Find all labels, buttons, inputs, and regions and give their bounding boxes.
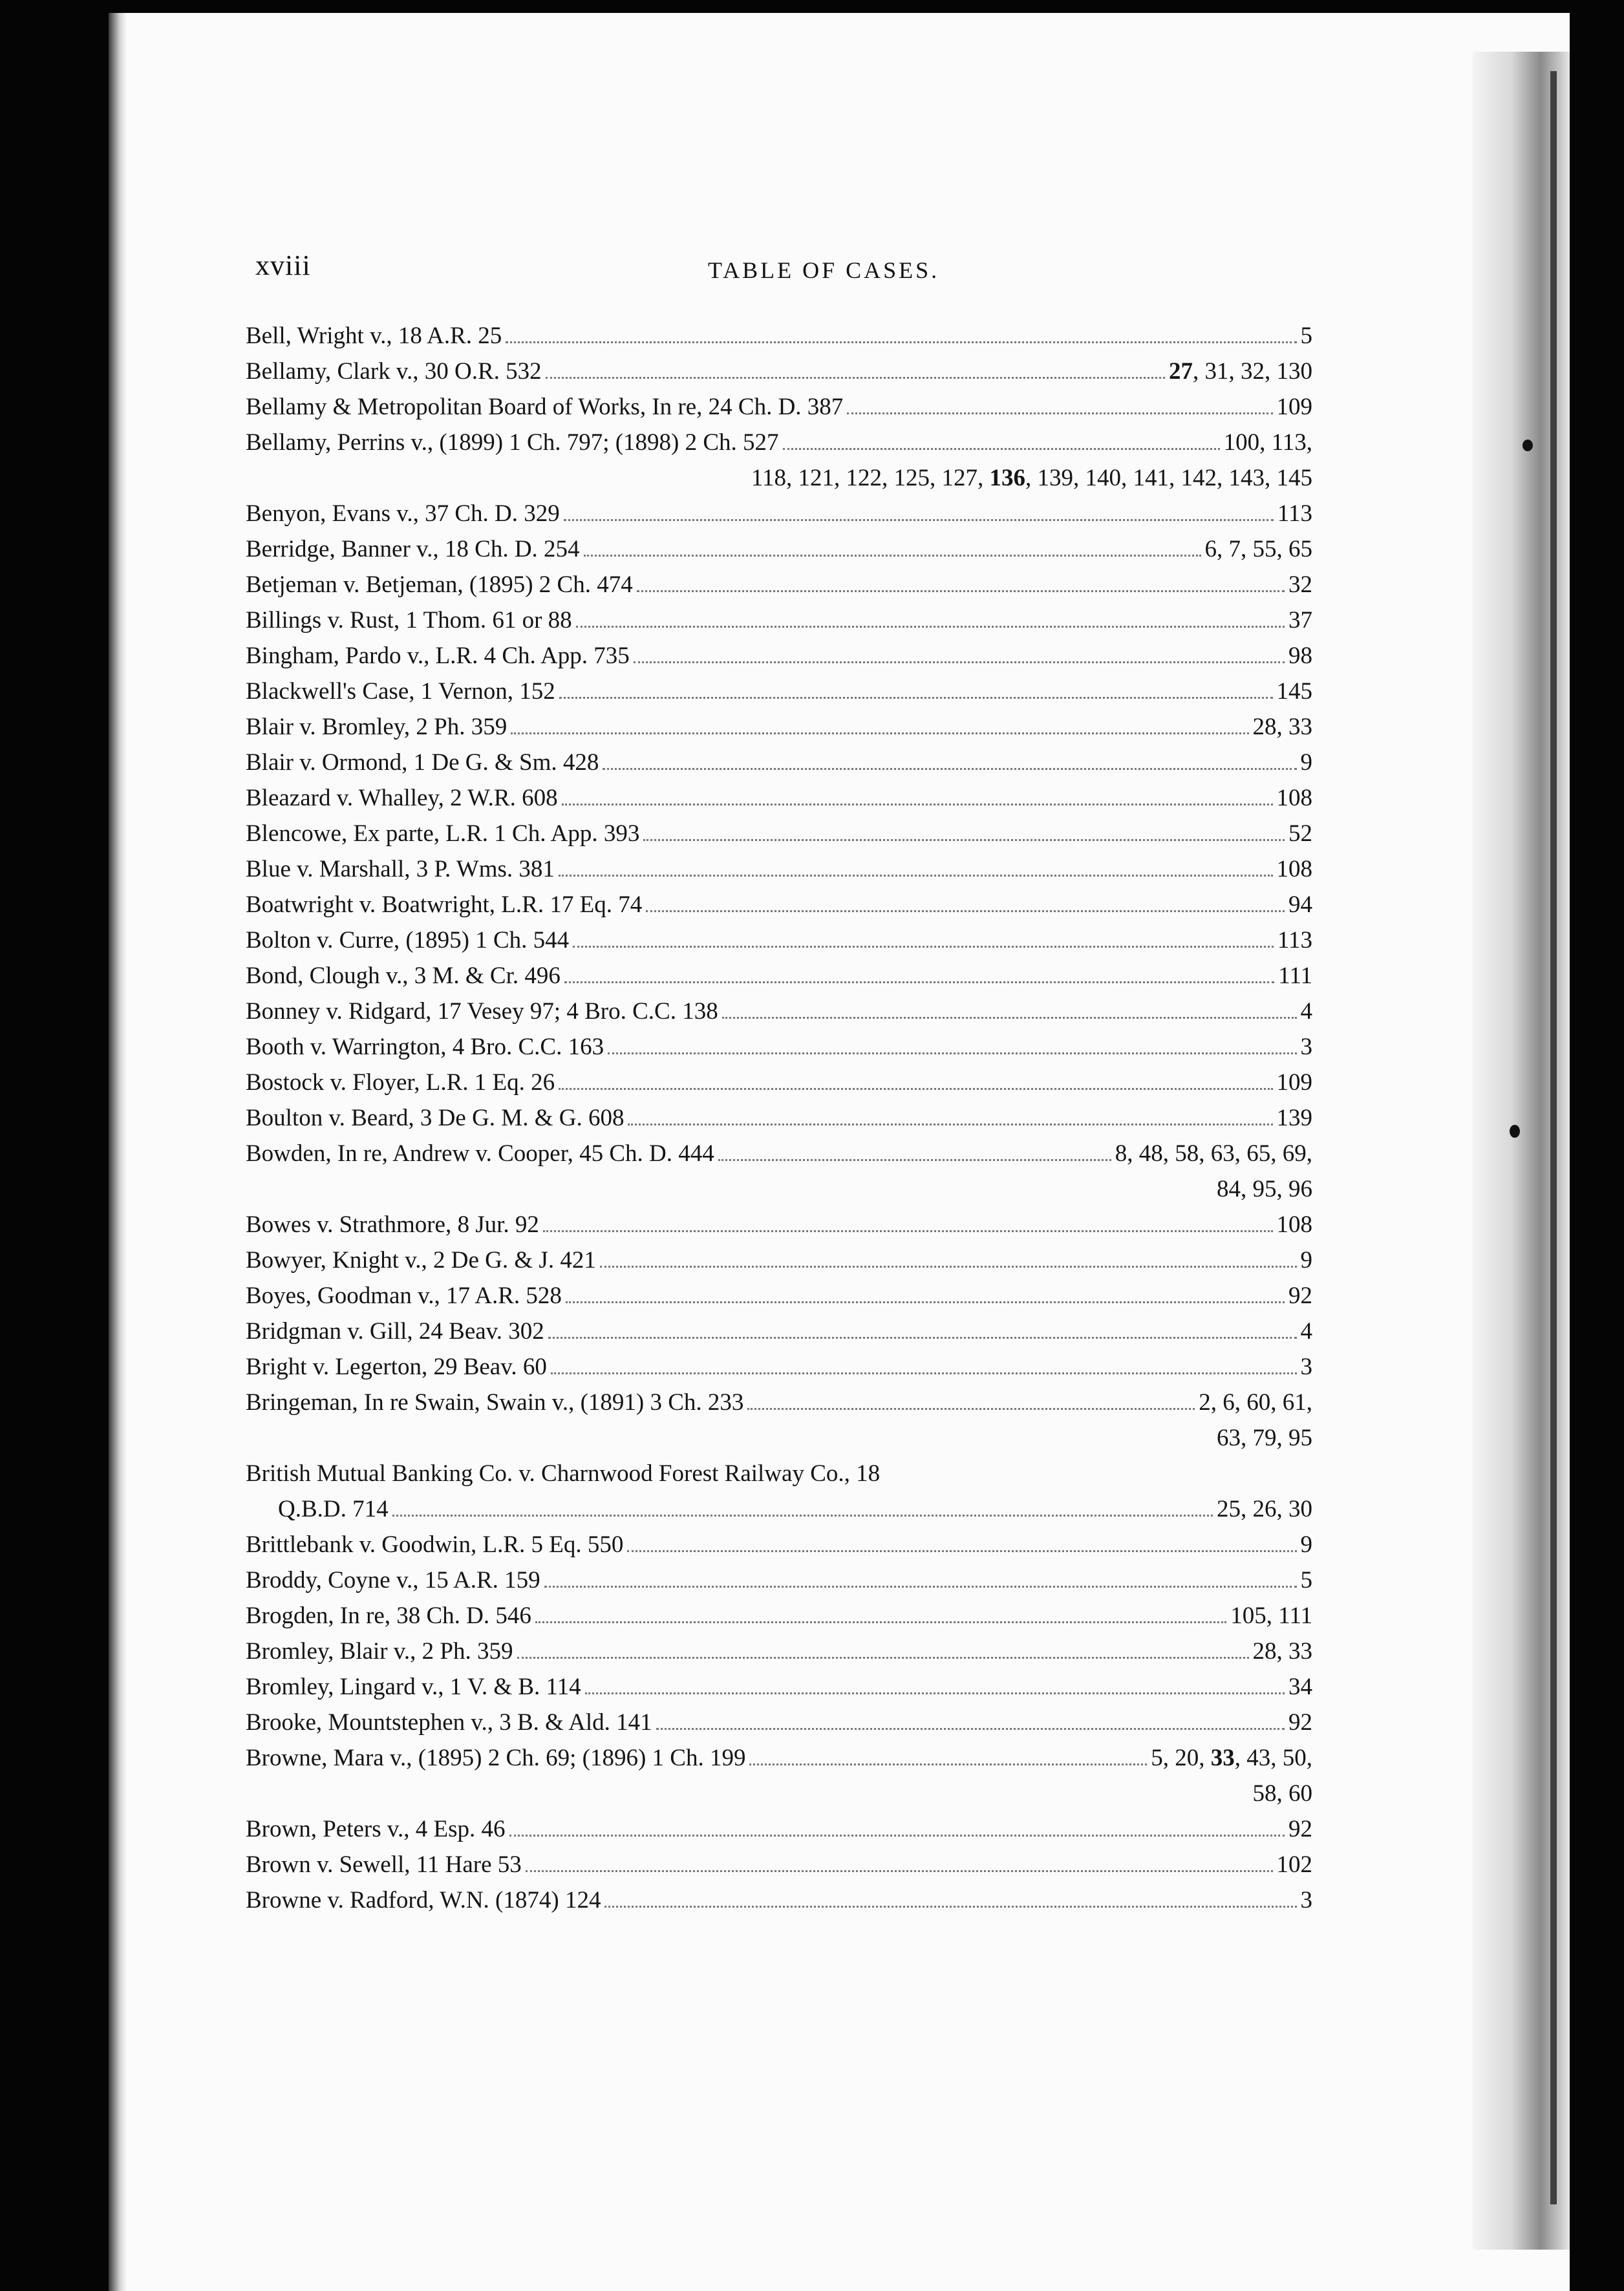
page-ref: 108 [1276,1211,1312,1238]
table-row [246,1705,1312,1740]
dot-leader [637,590,1285,592]
table-row [246,1491,1312,1527]
case-name: Broddy, Coyne v., 15 A.R. 159 [246,1567,540,1593]
dot-leader [634,661,1285,663]
continuation-line [246,1171,1312,1207]
page-ref: 108 [1276,785,1312,811]
page-ref: 32 [1288,571,1312,598]
page-ref-bold: 27 [1169,358,1193,385]
dot-leader [847,412,1272,414]
table-row [246,318,1312,354]
page-refs [1301,1882,1313,1918]
page-refs [1277,389,1313,425]
page-ref: 25, 26, 30 [1217,1496,1312,1522]
page-refs [1205,531,1313,567]
dot-leader [722,1017,1297,1019]
page-ref: 92 [1288,1816,1312,1842]
table-row [246,958,1312,994]
page-ref: 100, 113, [1223,429,1312,456]
dot-leader [546,377,1165,379]
table-row [246,389,1312,425]
dot-leader [603,768,1296,770]
case-name: Boyes, Goodman v., 17 A.R. 528 [246,1283,562,1309]
page-refs [1151,1740,1312,1776]
page-ref: 3 [1300,1034,1312,1060]
page-refs [1301,1562,1313,1598]
case-name: Bell, Wright v., 18 A.R. 25 [246,323,502,349]
dot-leader [576,626,1285,628]
page-ref: 113 [1277,500,1312,527]
page-refs [1301,745,1313,780]
table-row [246,674,1312,709]
dot-leader [747,1408,1195,1410]
page-refs [1277,1100,1313,1136]
case-name: Boatwright v. Boatwright, L.R. 17 Eq. 74 [246,891,643,918]
dot-leader [584,555,1201,557]
entry-title-line: British Mutual Banking Co. v. Charnwood Forest Railway Co., 18 [246,1460,881,1487]
page-refs [1301,994,1313,1029]
table-row [246,1634,1312,1669]
dot-leader [566,1301,1285,1303]
case-name: Blair v. Bromley, 2 Ph. 359 [246,714,508,740]
page-ref-bold: 33 [1210,1745,1235,1771]
case-name: Bowes v. Strathmore, 8 Jur. 92 [246,1211,539,1238]
dot-leader [559,875,1273,877]
page-ref: 139 [1276,1105,1312,1131]
table-row [246,1598,1312,1634]
case-name: Bowyer, Knight v., 2 De G. & J. 421 [246,1247,596,1273]
continuation-line [246,1420,1312,1456]
page-ref: 2, 6, 60, 61, [1199,1389,1312,1416]
page-refs [1277,922,1312,958]
case-name: Billings v. Rust, 1 Thom. 61 or 88 [246,607,572,634]
page-ref: 4 [1300,1318,1312,1345]
table-row [246,1314,1312,1349]
dot-leader [749,1764,1147,1765]
case-name: Brittlebank v. Goodwin, L.R. 5 Eq. 550 [246,1531,624,1558]
table-row [246,851,1312,887]
table-row [246,1669,1312,1705]
table-row [246,1882,1312,1918]
dot-leader [718,1159,1111,1161]
page-refs [1277,1065,1313,1100]
page-refs [1169,354,1312,389]
page-refs [1278,958,1312,994]
table-row [246,1029,1312,1065]
page-edge-strip [1550,71,1557,2204]
page-ref: 4 [1300,998,1312,1025]
case-name: Bingham, Pardo v., L.R. 4 Ch. App. 735 [246,643,630,669]
case-name: Bromley, Lingard v., 1 V. & B. 114 [246,1674,581,1700]
page-header [255,249,1303,288]
page-refs [1224,425,1312,460]
dot-leader [559,1088,1272,1090]
page-refs [1288,816,1312,851]
case-name: Bellamy & Metropolitan Board of Works, In re, 24 Ch. D. 387 [246,394,844,420]
page-refs [1301,1314,1313,1349]
dot-leader [627,1550,1296,1552]
case-name: Brogden, In re, 38 Ch. D. 546 [246,1603,531,1629]
page-refs [1115,1136,1312,1171]
table-row [246,887,1312,922]
case-name: Brown, Peters v., 4 Esp. 46 [246,1816,506,1842]
table-row [246,1278,1312,1314]
dot-leader [548,1337,1297,1339]
page-ref: 118, 121, 122, 125, 127, [751,465,990,491]
table-row [246,496,1312,531]
page-refs [1288,638,1312,674]
table-of-cases [246,318,1312,1918]
case-name: Browne v. Radford, W.N. (1874) 124 [246,1887,601,1913]
dot-leader [600,1266,1297,1268]
dot-leader [564,519,1274,521]
dot-leader [608,1052,1296,1054]
case-name: Berridge, Banner v., 18 Ch. D. 254 [246,536,580,562]
table-row [246,1847,1312,1882]
table-row [246,709,1312,745]
page-ref: 3 [1300,1354,1312,1380]
folio: xviii [255,250,311,281]
page-refs [1277,851,1313,887]
dot-leader [783,448,1220,450]
page-ref: , 31, 32, 130 [1193,358,1312,385]
table-row [246,816,1312,851]
dot-leader [573,946,1274,948]
page-ref: 5, 20, [1151,1745,1211,1771]
dot-leader [535,1621,1226,1623]
dot-leader [559,697,1273,699]
case-name: Brown v. Sewell, 11 Hare 53 [246,1851,522,1878]
page-ref: 111 [1278,963,1312,989]
table-row [246,638,1312,674]
case-name: Blue v. Marshall, 3 P. Wms. 381 [246,856,555,882]
case-name: Bright v. Legerton, 29 Beav. 60 [246,1354,547,1380]
case-name: Brooke, Mountstephen v., 3 B. & Ald. 141 [246,1709,652,1736]
page-refs [1277,674,1313,709]
page-ref: 3 [1300,1887,1312,1913]
table-row [246,1385,1312,1420]
page-ref: 145 [1276,678,1312,705]
case-name: Bowden, In re, Andrew v. Cooper, 45 Ch. D. 444 [246,1140,714,1167]
page-ref: 9 [1300,1531,1312,1558]
case-name: Bleazard v. Whalley, 2 W.R. 608 [246,785,558,811]
case-name: Browne, Mara v., (1895) 2 Ch. 69; (1896) 1 Ch. 199 [246,1745,746,1771]
case-name: Blair v. Ormond, 1 De G. & Sm. 428 [246,749,599,776]
table-row [246,922,1312,958]
dot-leader [517,1657,1249,1659]
dot-leader [511,732,1248,734]
page-refs [1277,1847,1313,1882]
page-ref: 92 [1288,1709,1312,1736]
page-ref: 98 [1288,643,1312,669]
table-row [246,1562,1312,1598]
page-ref: 94 [1288,891,1312,918]
page-ref: 37 [1288,607,1312,634]
page-ref: 108 [1276,856,1312,882]
dot-leader [392,1515,1213,1517]
page-refs [1253,709,1313,745]
page-refs [1301,1349,1313,1385]
page-refs [1230,1598,1312,1634]
page-refs [1288,887,1312,922]
table-row [246,1740,1312,1776]
case-name: Bond, Clough v., 3 M. & Cr. 496 [246,963,561,989]
case-name: Boulton v. Beard, 3 De G. M. & G. 608 [246,1105,625,1131]
dot-leader [551,1372,1297,1374]
page-refs [1288,1811,1312,1847]
page-refs [1301,1527,1313,1562]
dot-leader [656,1728,1285,1730]
table-row [246,531,1312,567]
case-name: Bonney v. Ridgard, 17 Vesey 97; 4 Bro. C.C. 138 [246,998,718,1025]
table-row [246,1065,1312,1100]
case-name: Q.B.D. 714 [278,1496,389,1522]
table-row [246,1100,1312,1136]
dot-leader [564,981,1274,983]
dot-leader [544,1586,1297,1588]
case-name: Bellamy, Clark v., 30 O.R. 532 [246,358,542,385]
case-name: Blackwell's Case, 1 Vernon, 152 [246,678,555,705]
dot-leader [543,1230,1273,1232]
page-ref: 5 [1300,1567,1312,1593]
table-row [246,567,1312,602]
page-ref: 52 [1288,820,1312,847]
page-ref: 102 [1276,1851,1312,1878]
page-ref: 9 [1300,749,1312,776]
case-name: Booth v. Warrington, 4 Bro. C.C. 163 [246,1034,604,1060]
page-ref: , 139, 140, 141, 142, 143, 145 [1025,465,1312,491]
page-ref: 5 [1300,323,1312,349]
table-row [246,1242,1312,1278]
case-name: Bromley, Blair v., 2 Ph. 359 [246,1638,513,1665]
dot-leader [562,804,1273,805]
page-ref: 105, 111 [1230,1603,1312,1629]
page-refs [1288,602,1312,638]
case-name: Bridgman v. Gill, 24 Beav. 302 [246,1318,544,1345]
page-ref: 63, 79, 95 [1217,1425,1312,1451]
page-ref-bold: 136 [989,465,1025,491]
page-ref: 28, 33 [1252,714,1312,740]
dot-leader [604,1906,1296,1908]
table-row [246,1811,1312,1847]
page-ref: , 43, 50, [1234,1745,1312,1771]
page-refs [1253,1634,1313,1669]
page-ref: 92 [1288,1283,1312,1309]
page-ref: 84, 95, 96 [1217,1176,1312,1202]
table-row [246,1527,1312,1562]
continuation-line [246,460,1312,496]
case-name: Benyon, Evans v., 37 Ch. D. 329 [246,500,560,527]
page-refs [1301,1242,1313,1278]
page-refs [1288,1705,1312,1740]
table-row [246,425,1312,460]
scan-speck [1510,1125,1520,1138]
page-ref: 58, 60 [1252,1780,1312,1807]
table-row [246,1136,1312,1171]
page-ref: 113 [1277,927,1312,954]
page-ref: 109 [1276,394,1312,420]
scan-speck [1522,440,1533,451]
page-refs [1277,1207,1313,1242]
case-name: Bolton v. Curre, (1895) 1 Ch. 544 [246,927,570,954]
page-ref: 109 [1276,1069,1312,1096]
page-refs [1288,1669,1312,1705]
running-head: TABLE OF CASES. [708,257,940,283]
page-refs [1199,1385,1312,1420]
page-ref: 8, 48, 58, 63, 65, 69, [1115,1140,1312,1167]
table-row [246,1207,1312,1242]
page-ref: 6, 7, 55, 65 [1204,536,1312,562]
dot-leader [585,1692,1285,1694]
dot-leader [506,341,1296,343]
binding-shadow [109,13,127,2291]
table-row [246,780,1312,816]
table-row [246,602,1312,638]
table-row [246,1349,1312,1385]
page-refs [1217,1491,1312,1527]
page-refs [1288,1278,1312,1314]
page-refs [1288,567,1312,602]
page-refs [1301,318,1313,354]
table-row [246,745,1312,780]
dot-leader [646,910,1285,912]
dot-leader [526,1870,1273,1872]
page-ref: 9 [1300,1247,1312,1273]
dot-leader [643,839,1285,841]
page-refs [1301,1029,1313,1065]
dot-leader [628,1124,1272,1125]
case-name: Bellamy, Perrins v., (1899) 1 Ch. 797; (1898) 2 Ch. 527 [246,429,779,456]
case-name: Blencowe, Ex parte, L.R. 1 Ch. App. 393 [246,820,640,847]
page-ref: 34 [1288,1674,1312,1700]
continuation-line [246,1776,1312,1811]
table-row [246,994,1312,1029]
table-row [246,354,1312,389]
page-refs [1277,496,1312,531]
page-refs [1277,780,1313,816]
page-ref: 28, 33 [1252,1638,1312,1665]
case-name: Bostock v. Floyer, L.R. 1 Eq. 26 [246,1069,555,1096]
dot-leader [509,1835,1285,1837]
case-name: Bringeman, In re Swain, Swain v., (1891) 3 Ch. 233 [246,1389,744,1416]
case-name: Betjeman v. Betjeman, (1895) 2 Ch. 474 [246,571,633,598]
